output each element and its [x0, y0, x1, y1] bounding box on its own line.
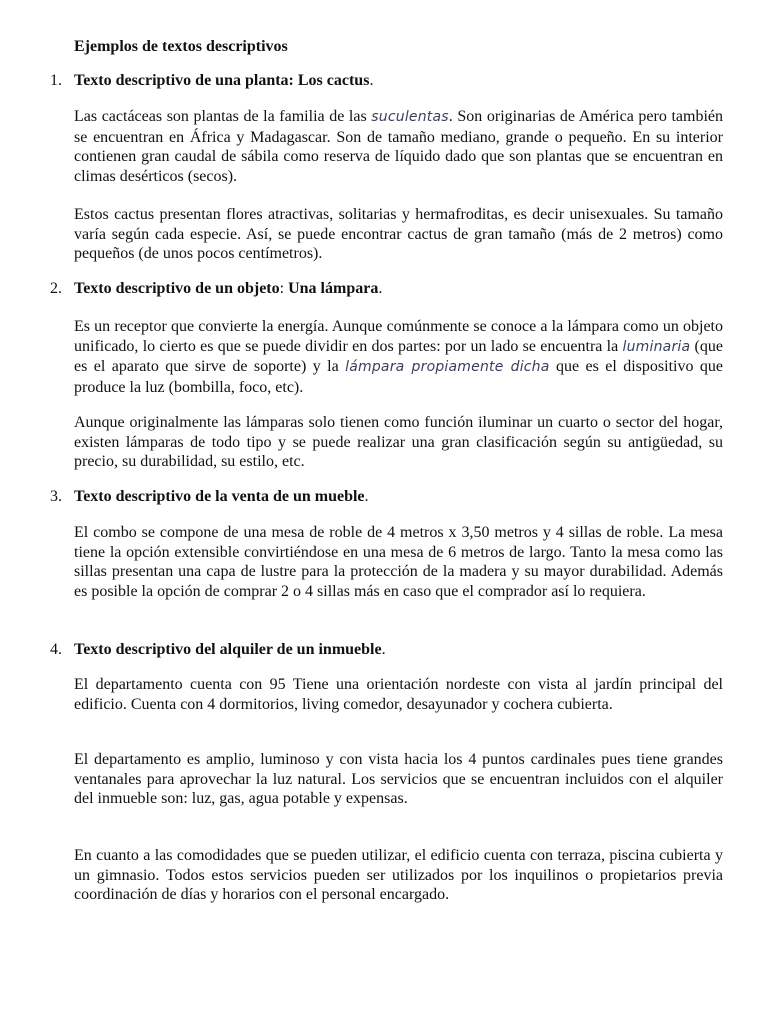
emphasis-term: suculentas — [371, 109, 449, 125]
section-number: 2. — [50, 280, 62, 297]
paragraph-text: (que es el aparato que sirve de soporte) y la — [74, 337, 723, 376]
section-number: 1. — [50, 72, 62, 89]
paragraph-text: que es el dispositivo que produce la luz (bombilla, foco, etc). — [74, 358, 724, 397]
paragraph: Estos cactus presentan flores atractivas, solitarias y hermafroditas, es decir unisexuales. Su tamaño varía según cada especie. Así, se puede encontrar cactus de gran tamaño (más de 2 metros) como pequeños (de unos pocos centímetros). — [74, 206, 723, 263]
emphasis-term: lámpara propiamente dicha — [345, 359, 550, 376]
paragraph: El combo se compone de una mesa de roble de 4 metros x 3,50 metros y 4 sillas de roble. La mesa tiene la opción extensible convirtiéndose en una mesa de 6 metros de largo. Tanto la mesa como las sillas presentan una capa de lustre para la protección de la madera y su mayor durabilidad. Además es posible la opción de comprar 2 o 4 sillas más en caso que el comprador así lo requiera. — [74, 524, 723, 601]
heading-period: . — [369, 72, 374, 89]
paragraph — [74, 317, 723, 398]
section-heading-text: Texto descriptivo de la venta de un mueble — [74, 488, 365, 505]
section-heading — [50, 71, 724, 91]
paragraph — [74, 107, 723, 187]
paragraph-text: . Son originarias de América pero también se encuentran en África y Madagascar. Son de tamaño mediano, grande o pequeño. En su interior contienen gran caudal de sábila como reserva de líquido dado que son plantas que se encuentran en climas desérticos (secos). — [74, 108, 723, 186]
heading-period: . — [364, 488, 369, 505]
paragraph-text: Es un receptor que convierte la energía. Aunque comúnmente se conoce a la lámpara como un objeto unificado, lo cierto es que se puede dividir en dos partes: por un lado se encuentra la — [74, 318, 723, 355]
section-heading-text: Texto descriptivo de un objeto — [74, 280, 280, 297]
section-heading-text: Una lámpara — [288, 280, 379, 297]
section-number: 4. — [50, 641, 62, 658]
heading-separator: : — [279, 280, 289, 297]
section-heading — [50, 487, 724, 507]
section-heading-text: Texto descriptivo de una planta: Los cactus — [74, 72, 370, 89]
paragraph: El departamento es amplio, luminoso y con vista hacia los 4 puntos cardinales pues tiene grandes ventanales para aprovechar la luz natural. Los servicios que se encuentran incluidos con el alquiler del inmueble son: luz, gas, agua potable y expensas. — [74, 751, 723, 808]
paragraph: El departamento cuenta con 95 Tiene una orientación nordeste con vista al jardín principal del edificio. Cuenta con 4 dormitorios, living comedor, desayunador y cochera cubierta. — [74, 676, 723, 713]
paragraph: En cuanto a las comodidades que se pueden utilizar, el edificio cuenta con terraza, piscina cubierta y un gimnasio. Todos estos servicios pueden ser utilizados por los inquilinos o propietarios previa coordinación de días y horarios con el personal encargado. — [74, 847, 723, 904]
paragraph-text: Las cactáceas son plantas de la familia de las — [74, 108, 372, 125]
heading-period: . — [381, 641, 386, 658]
paragraph: Aunque originalmente las lámparas solo tienen como función iluminar un cuarto o sector del hogar, existen lámparas de todo tipo y se puede realizar una gran clasificación según su antigüedad, su precio, su durabilidad, su estilo, etc. — [74, 414, 723, 471]
heading-period: . — [378, 280, 383, 297]
section-heading — [50, 640, 724, 660]
emphasis-term: luminaria — [622, 338, 691, 355]
section-heading-text: Texto descriptivo del alquiler de un inmueble — [74, 641, 382, 658]
document-title: Ejemplos de textos descriptivos — [74, 38, 288, 55]
section-number: 3. — [50, 488, 62, 505]
section-heading — [50, 279, 724, 299]
